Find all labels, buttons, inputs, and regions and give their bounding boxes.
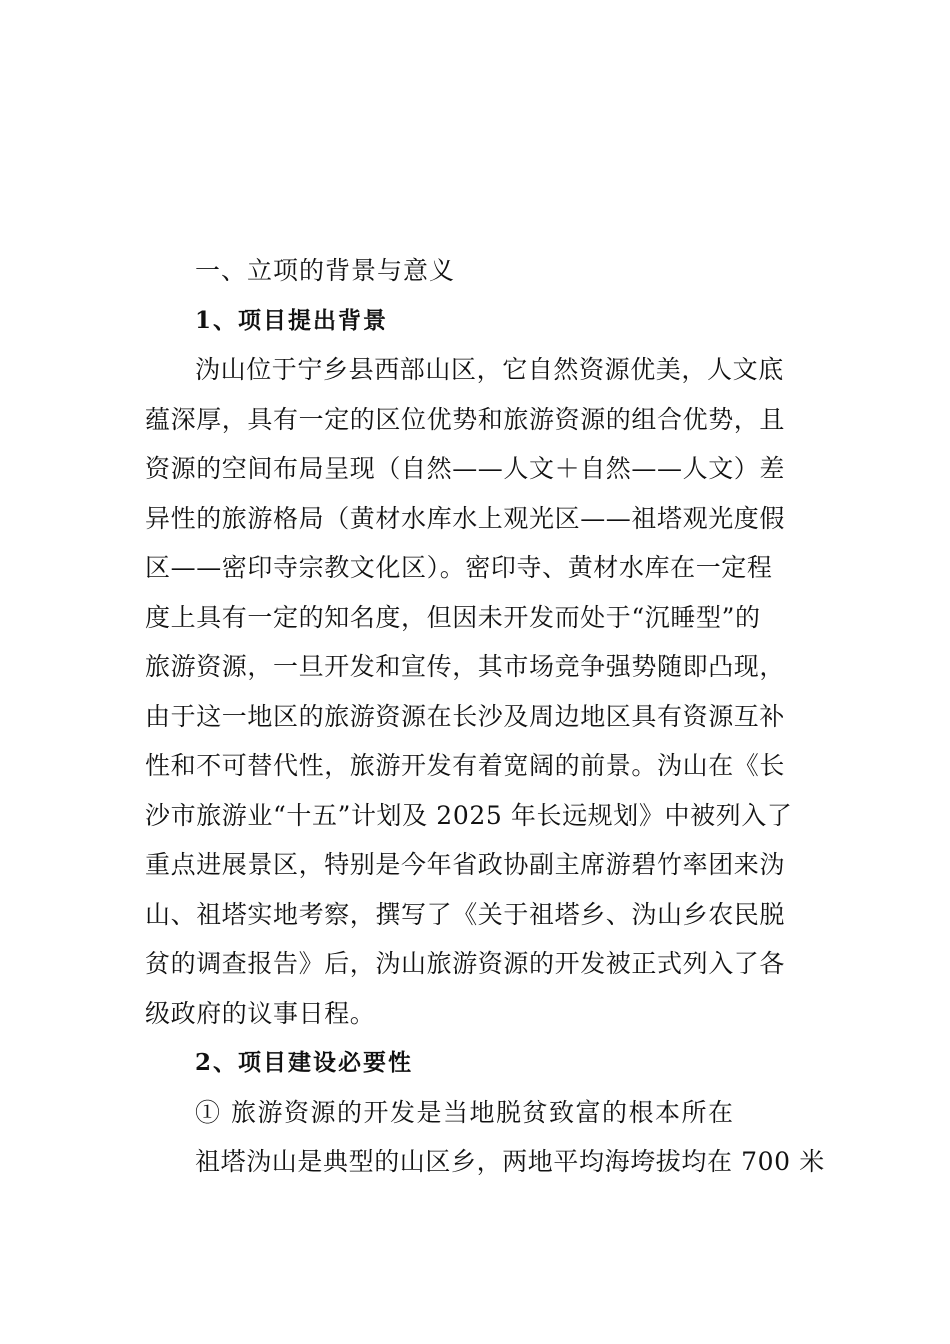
paragraph-line: 山、祖塔实地考察，撰写了《关于祖塔乡、沩山乡农民脱: [145, 899, 786, 929]
paragraph-line: 重点进展景区，特别是今年省政协副主席游碧竹率团来沩: [145, 850, 786, 879]
paragraph-line: 资源的空间布局呈现（自然——人文＋自然——人文）差: [145, 454, 786, 483]
paragraph-line: 度上具有一定的知名度，但因未开发而处于“沉睡型”的: [145, 602, 761, 632]
paragraph-line: 沙市旅游业“十五”计划及 2025 年长远规划》中被列入了: [145, 800, 793, 830]
paragraph-line: 区——密印寺宗教文化区）。密印寺、黄材水库在一定程: [145, 553, 773, 582]
paragraph-line: 沩山位于宁乡县西部山区，它自然资源优美，人文底: [195, 355, 784, 384]
subsection-2-title: 2、项目建设必要性: [195, 1049, 414, 1076]
paragraph-line: 异性的旅游格局（黄材水库水上观光区——祖塔观光度假: [145, 503, 786, 533]
paragraph-line: 祖塔沩山是典型的山区乡，两地平均海垮拔均在 700 米: [195, 1147, 825, 1176]
paragraph-2: [145, 1140, 825, 1190]
paragraph-line: 旅游资源，一旦开发和宣传，其市场竞争强势随即凸现，: [145, 652, 786, 681]
paragraph-1: [145, 348, 810, 1041]
paragraph-line: 蕴深厚，具有一定的区位优势和旅游资源的组合优势，且: [145, 404, 786, 434]
paragraph-line: 由于这一地区的旅游资源在长沙及周边地区具有资源互补: [145, 701, 786, 731]
paragraph-line: 贫的调查报告》后，沩山旅游资源的开发被正式列入了各: [145, 949, 786, 978]
paragraph-line: 级政府的议事日程。: [145, 998, 376, 1028]
subsection-1-title: 1、项目提出背景: [195, 306, 389, 334]
paragraph-line: 性和不可替代性，旅游开发有着宽阔的前景。沩山在《长: [145, 751, 786, 780]
document-body: [145, 249, 825, 1190]
item-1-title: ① 旅游资源的开发是当地脱贫致富的根本所在: [195, 1097, 735, 1127]
section-heading: 一、立项的背景与意义: [195, 256, 456, 285]
